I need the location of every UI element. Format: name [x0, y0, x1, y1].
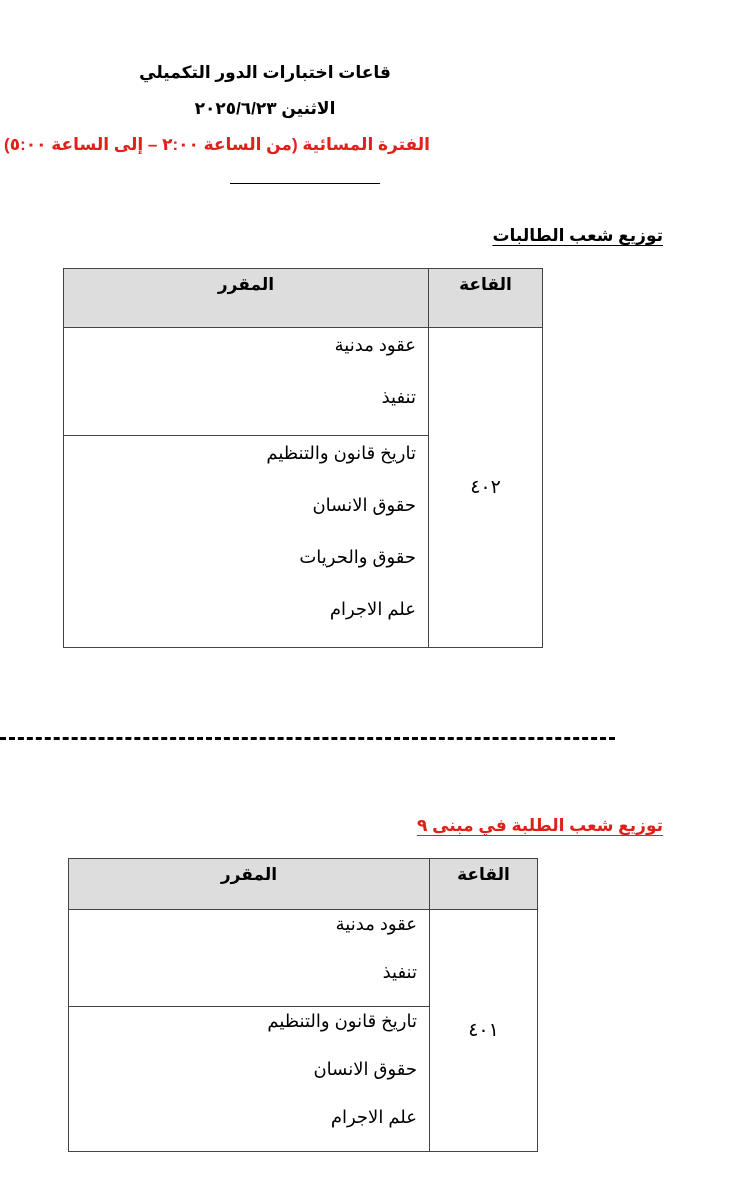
exam-date: الاثنين ٢٠٢٥/٦/٢٣	[194, 99, 336, 118]
document-title: قاعات اختبارات الدور التكميلي	[139, 63, 391, 82]
female-distribution-table	[63, 268, 543, 648]
table-header-row	[69, 859, 538, 910]
section-female-title: توزيع شعب الطالبات	[492, 226, 663, 245]
course-item: حقوق والحريات	[299, 547, 416, 567]
column-header-hall: القاعة	[430, 859, 538, 910]
course-item: عقود مدنية	[335, 914, 417, 934]
course-item: حقوق الانسان	[313, 1059, 417, 1079]
table-row	[69, 910, 538, 1007]
course-item: تنفيذ	[382, 962, 417, 982]
table-header-row	[64, 269, 543, 328]
section-separator	[0, 737, 615, 740]
table-row	[64, 328, 543, 436]
column-header-course: المقرر	[69, 859, 430, 910]
hall-number: ٤٠٢	[429, 328, 543, 648]
section-male-title: توزيع شعب الطلبة في مبنى ٩	[416, 816, 663, 835]
document-header	[4, 62, 430, 156]
column-header-course: المقرر	[64, 269, 429, 328]
course-item: تاريخ قانون والتنظيم	[267, 1011, 417, 1031]
column-header-hall: القاعة	[429, 269, 543, 328]
course-item: حقوق الانسان	[312, 495, 416, 515]
course-item: تنفيذ	[381, 387, 416, 407]
exam-period: الفترة المسائية (من الساعة ٢:٠٠ – إلى الساعة ٥:٠٠)	[4, 135, 430, 154]
male-distribution-table	[68, 858, 538, 1152]
course-group-2	[69, 1007, 430, 1152]
course-item: عقود مدنية	[334, 335, 416, 355]
course-item: علم الاجرام	[330, 1107, 417, 1127]
hall-number: ٤٠١	[430, 910, 538, 1152]
course-group-1	[69, 910, 430, 1007]
course-group-1	[64, 328, 429, 436]
course-item: علم الاجرام	[329, 599, 416, 619]
course-item: تاريخ قانون والتنظيم	[266, 443, 416, 463]
course-group-2	[64, 436, 429, 648]
header-underline-rule	[230, 183, 380, 184]
